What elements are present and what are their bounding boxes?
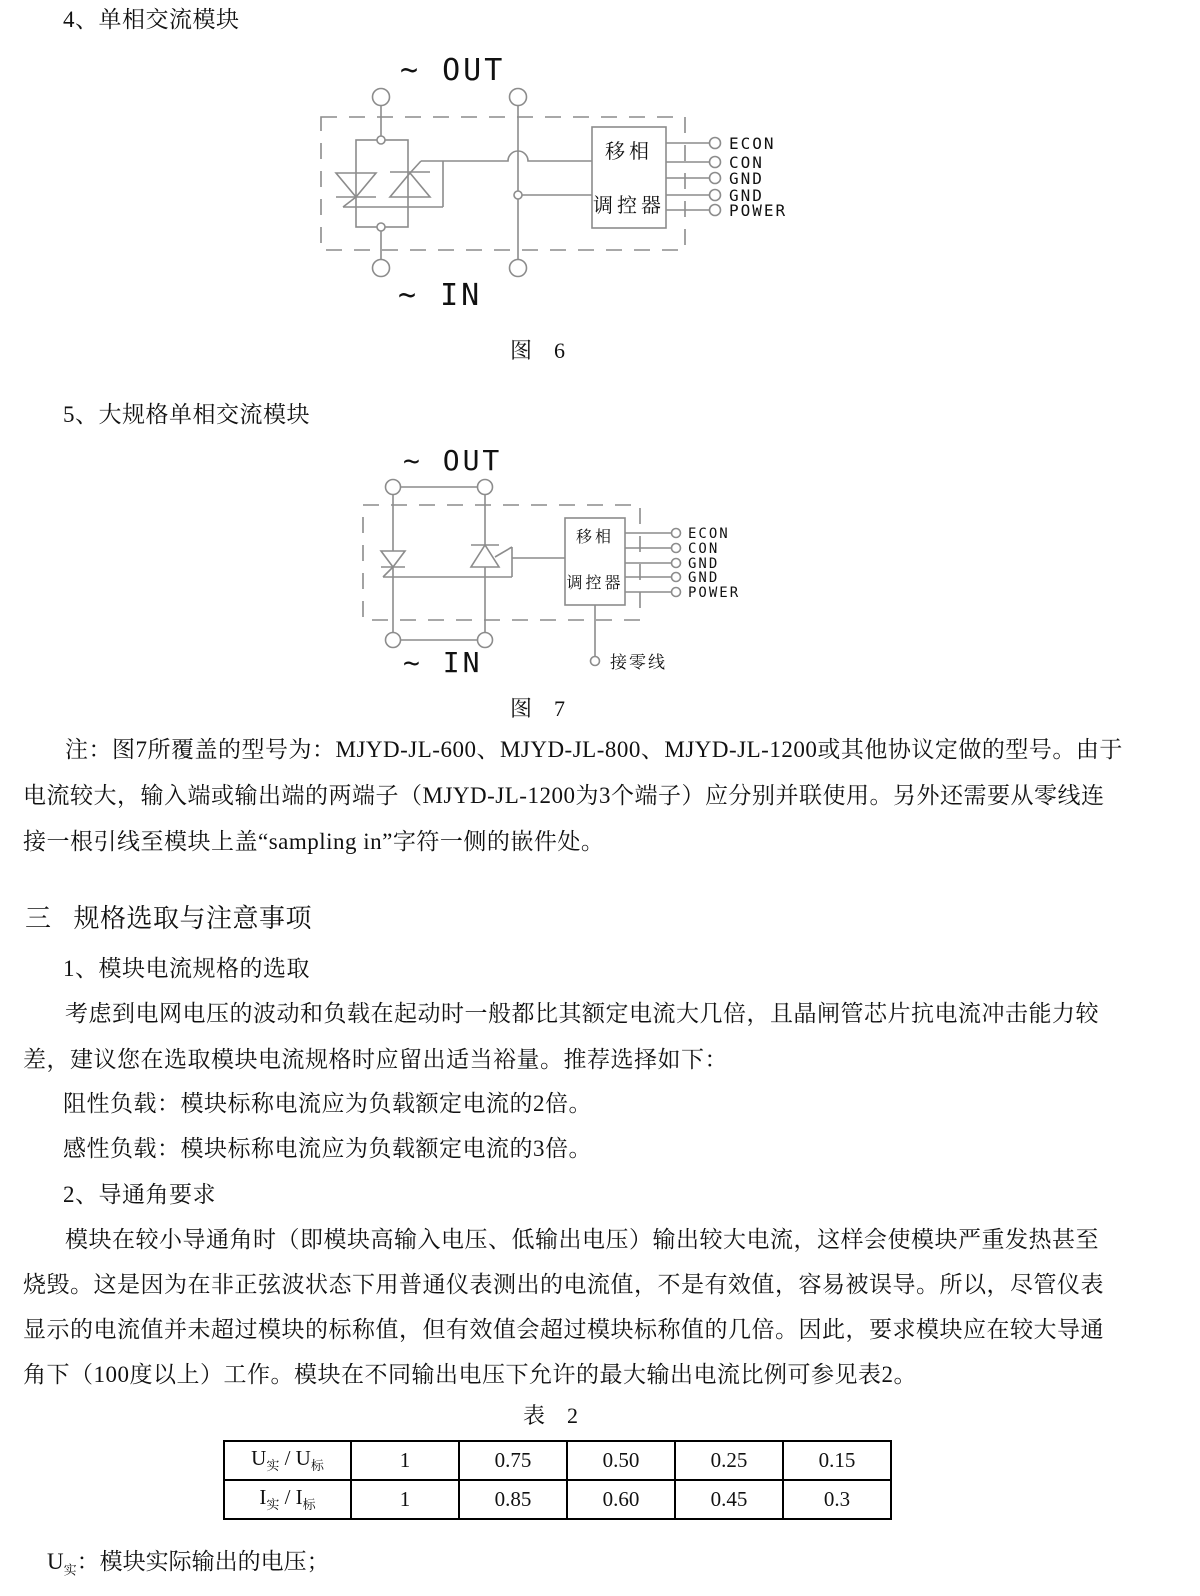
fig6-box-top-node: [377, 136, 385, 144]
table-cell: 0.15: [783, 1441, 891, 1480]
table-cell: 1: [351, 1441, 459, 1480]
table-row-current: [224, 1480, 891, 1519]
fig6-pin-econ: ECON: [729, 134, 776, 153]
fig6-pin-gnd1: GND: [729, 169, 764, 188]
para2-line-3: 显示的电流值并未超过模块的标称值，但有效值会超过模块标称值的几倍。因此，要求模块应在较大导通: [23, 1317, 1104, 1342]
table-cell: 0.45: [675, 1480, 783, 1519]
fig7-in-label: ~ IN: [403, 646, 483, 679]
fig6-in-label: ~ IN: [398, 278, 483, 313]
figure-6-diagram: [0, 40, 1200, 360]
fig7-pin-power: POWER: [688, 585, 741, 601]
fig6-controller-label-bottom: 调控器: [593, 195, 665, 217]
fig7-pin-con: CON: [688, 541, 720, 557]
fig6-pin-power: POWER: [729, 201, 788, 220]
item2-heading: 2、导通角要求: [63, 1182, 216, 1207]
table-cell: 1: [351, 1480, 459, 1519]
row-header-voltage-ratio: $U_实 / U_标$: [224, 1441, 351, 1480]
fig6-pin-con: CON: [729, 153, 764, 172]
fig6-box-bottom-node: [377, 223, 385, 231]
figure-6-caption: 图 6: [509, 338, 565, 363]
item1-heading: 1、模块电流规格的选取: [63, 956, 310, 981]
fig7-pin-gnd2: GND: [688, 570, 720, 586]
fig6-module-outline: [321, 117, 685, 250]
table-cell: 0.50: [567, 1441, 675, 1480]
table-row-voltage: [224, 1441, 891, 1480]
fig7-controller-label-bottom: 调控器: [566, 575, 624, 592]
fig6-pin-terminals: [710, 138, 721, 216]
figure-7-caption: 图 7: [509, 696, 565, 721]
fig7-pin-gnd1: GND: [688, 556, 720, 572]
footnote-u-actual: $U_实$：模块实际输出的电压；: [47, 1549, 330, 1578]
fig7-pin-terminals: [591, 529, 681, 666]
inductive-load-line: 感性负载：模块标称电流应为负载额定电流的3倍。: [63, 1136, 592, 1161]
note-line-1: 注：图7所覆盖的型号为：MJYD-JL-600、MJYD-JL-800、MJYD-JL-1200或其他协议定做的型号。由于: [65, 737, 1123, 762]
row-header-current-ratio: $I_实 / I_标$: [224, 1480, 351, 1519]
section5-heading: 5、大规格单相交流模块: [63, 402, 310, 427]
fig6-controller-label-top: 移相: [605, 141, 653, 163]
fig6-wiring: [336, 106, 709, 260]
table-cell: 0.25: [675, 1441, 783, 1480]
para2-line-4: 角下（100度以上）工作。模块在不同输出电压下允许的最大输出电流比例可参见表2。: [23, 1362, 917, 1387]
table-cell: 0.3: [783, 1480, 891, 1519]
para2-line-2: 烧毁。这是因为在非正弦波状态下用普通仪表测出的电流值，不是有效值，容易被误导。所以，尽管仪表: [23, 1272, 1104, 1297]
fig6-out-label: ~ OUT: [400, 53, 506, 88]
table-cell: 0.85: [459, 1480, 567, 1519]
table-cell: 0.60: [567, 1480, 675, 1519]
fig7-controller-label-top: 移相: [575, 529, 615, 546]
section3-title: 规格选取与注意事项: [73, 904, 313, 933]
note-line-3: 接一根引线至模块上盖“sampling in”字符一侧的嵌件处。: [23, 829, 605, 854]
figure-7-diagram: [0, 430, 1200, 690]
fig7-out-label: ~ OUT: [403, 444, 503, 477]
para1-line-1: 考虑到电网电压的波动和负载在起动时一般都比其额定电流大几倍，且晶闸管芯片抗电流冲击能力较: [65, 1001, 1099, 1026]
table-2: [223, 1440, 892, 1520]
resistive-load-line: 阻性负载：模块标称电流应为负载额定电流的2倍。: [63, 1091, 592, 1116]
note-line-2: 电流较大，输入端或输出端的两端子（MJYD-JL-1200为3个端子）应分别并联使用。另外还需要从零线连: [23, 783, 1105, 808]
table-2-caption: 表 2: [522, 1403, 578, 1428]
para1-line-2: 差，建议您在选取模块电流规格时应留出适当裕量。推荐选择如下：: [23, 1047, 728, 1072]
section3-heading: [25, 896, 312, 942]
fig6-sense-node: [514, 191, 522, 199]
section3-number: 三: [25, 904, 52, 933]
section4-heading: 4、单相交流模块: [63, 7, 240, 32]
fig7-module-outline: [363, 505, 640, 620]
para2-line-1: 模块在较小导通角时（即模块高输入电压、低输出电压）输出较大电流，这样会使模块严重发热甚至: [65, 1227, 1099, 1252]
fig7-neutral-label: 接零线: [610, 653, 667, 672]
fig6-pin-gnd2: GND: [729, 186, 764, 205]
fig7-wiring: [381, 487, 671, 656]
table-cell: 0.75: [459, 1441, 567, 1480]
fig7-pin-econ: ECON: [688, 526, 730, 542]
